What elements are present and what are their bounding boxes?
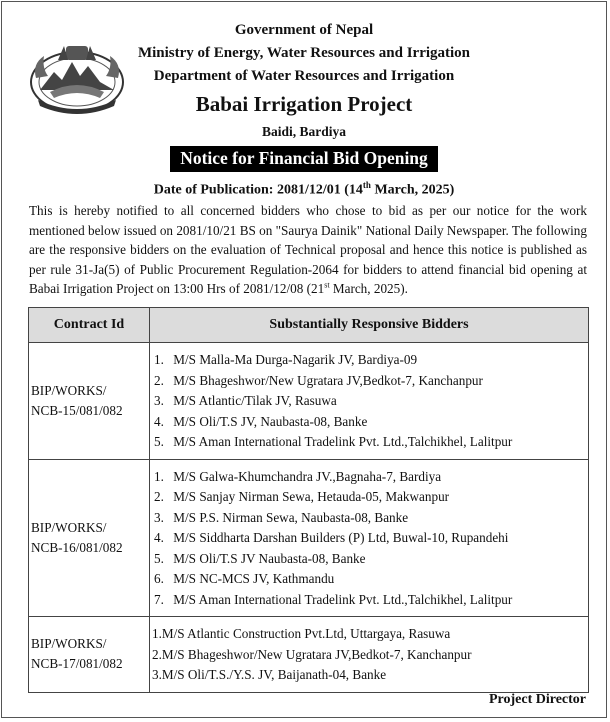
list-number: 2. xyxy=(154,489,164,504)
table-row xyxy=(29,617,589,693)
project-location: Baidi, Bardiya xyxy=(261,124,347,139)
publication-date-sup: th xyxy=(362,180,371,190)
list-item xyxy=(150,467,588,488)
list-item xyxy=(150,569,588,590)
list-number: 3. xyxy=(154,509,164,525)
notice-body xyxy=(29,201,587,299)
list-number: 5. xyxy=(154,434,164,449)
bidder-name: M/S Bhageshwor/New Ugratara JV,Bedkot-7, Kanchanpur xyxy=(173,372,483,388)
contract-id-line: BIP/WORKS/ xyxy=(31,382,107,398)
bidder-name: M/S Oli/T.S JV Naubasta-08, Banke xyxy=(173,550,366,566)
list-item xyxy=(150,371,588,392)
publication-date-suffix: March, 2025) xyxy=(370,182,455,198)
table-header-row xyxy=(29,308,589,343)
contract-id-line: BIP/WORKS/ xyxy=(31,636,107,652)
bidders-table xyxy=(28,307,589,693)
notice-body-sup: st xyxy=(324,280,330,290)
list-item xyxy=(150,350,588,371)
publication-date xyxy=(2,180,606,199)
notice-page xyxy=(1,1,607,718)
contract-id-header: Contract Id xyxy=(29,308,150,343)
bidder-name: M/S Atlantic/Tilak JV, Rasuwa xyxy=(173,393,337,408)
government-heading: Government of Nepal xyxy=(234,22,374,38)
list-item: 2.M/S Bhageshwor/New Ugratara JV,Bedkot-7, Kanchanpur xyxy=(152,646,472,662)
list-number: 5. xyxy=(154,550,164,566)
notice-title-wrap xyxy=(2,146,606,172)
bidder-name: M/S Aman International Tradelink Pvt. Ltd.,Talchikhel, Lalitpur xyxy=(173,591,513,607)
bidder-name: M/S Oli/T.S JV, Naubasta-08, Banke xyxy=(173,413,368,429)
bidders-header: Substantially Responsive Bidders xyxy=(150,308,589,343)
bidders-cell xyxy=(150,617,589,693)
contract-id-cell xyxy=(29,617,150,693)
notice-body-text-end: March, 2025). xyxy=(329,281,408,297)
project-title: Babai Irrigation Project xyxy=(195,92,413,116)
list-number: 1. xyxy=(154,352,164,367)
contract-id-line: NCB-16/081/082 xyxy=(31,539,123,555)
notice-title: Notice for Financial Bid Opening xyxy=(170,146,438,172)
table-row xyxy=(29,459,589,617)
department-heading: Department of Water Resources and Irrigation xyxy=(153,68,455,84)
list-number: 3. xyxy=(154,393,164,408)
list-number: 1. xyxy=(154,468,164,484)
bidders-cell xyxy=(150,459,589,617)
bidders-cell xyxy=(150,343,589,460)
list-item: 3.M/S Oli/T.S./Y.S. JV, Baijanath-04, Banke xyxy=(152,667,387,682)
list-number: 2. xyxy=(154,372,164,388)
list-number: 6. xyxy=(154,571,164,586)
bidder-name: M/S Galwa-Khumchandra JV.,Bagnaha-7, Bardiya xyxy=(173,468,442,484)
publication-date-prefix: Date of Publication: 2081/12/01 (14 xyxy=(153,182,363,198)
bidder-name: M/S Aman International Tradelink Pvt. Ltd.,Talchikhel, Lalitpur xyxy=(173,434,513,449)
contract-id-line: NCB-15/081/082 xyxy=(31,402,123,418)
list-item xyxy=(150,432,588,453)
bidder-name: M/S P.S. Nirman Sewa, Naubasta-08, Banke xyxy=(173,509,409,525)
contract-id-line: BIP/WORKS/ xyxy=(31,519,107,535)
contract-id-line: NCB-17/081/082 xyxy=(31,656,123,672)
bidder-name: M/S NC-MCS JV, Kathmandu xyxy=(173,571,335,586)
list-item xyxy=(150,590,588,611)
contract-id-cell xyxy=(29,459,150,617)
bidder-name: M/S Siddharta Darshan Builders (P) Ltd, Buwal-10, Rupandehi xyxy=(173,530,509,545)
list-item xyxy=(150,412,588,433)
list-item xyxy=(150,549,588,570)
list-item xyxy=(150,391,588,412)
ministry-heading: Ministry of Energy, Water Resources and Irrigation xyxy=(137,45,471,61)
bidder-name: M/S Sanjay Nirman Sewa, Hetauda-05, Makwanpur xyxy=(173,489,450,504)
list-number: 4. xyxy=(154,530,164,545)
list-number: 7. xyxy=(154,591,164,607)
bidder-name: M/S Malla-Ma Durga-Nagarik JV, Bardiya-09 xyxy=(173,352,418,367)
list-item: 1.M/S Atlantic Construction Pvt.Ltd, Uttargaya, Rasuwa xyxy=(152,626,451,641)
table-row xyxy=(29,343,589,460)
list-item xyxy=(150,508,588,529)
list-item xyxy=(150,487,588,508)
list-item xyxy=(150,528,588,549)
notice-body-text: This is hereby notified to all concerned bidders who chose to bid as per our notice for the work mentioned below issued on 2081/10/21 BS on "Saurya Dainik" National Daily Newspaper. The following are the responsive bidders on the evaluation of Technical proposal and hence this notice is published as per rule 31-Ja(5) of Public Procurement Regulation-2064 for bidders to attend financial bid opening at Babai Irrigation Project on 13:00 Hrs of 2081/12/08 (21 xyxy=(29,203,587,297)
signoff: Project Director xyxy=(488,692,586,707)
list-number: 4. xyxy=(154,413,164,429)
contract-id-cell xyxy=(29,343,150,460)
